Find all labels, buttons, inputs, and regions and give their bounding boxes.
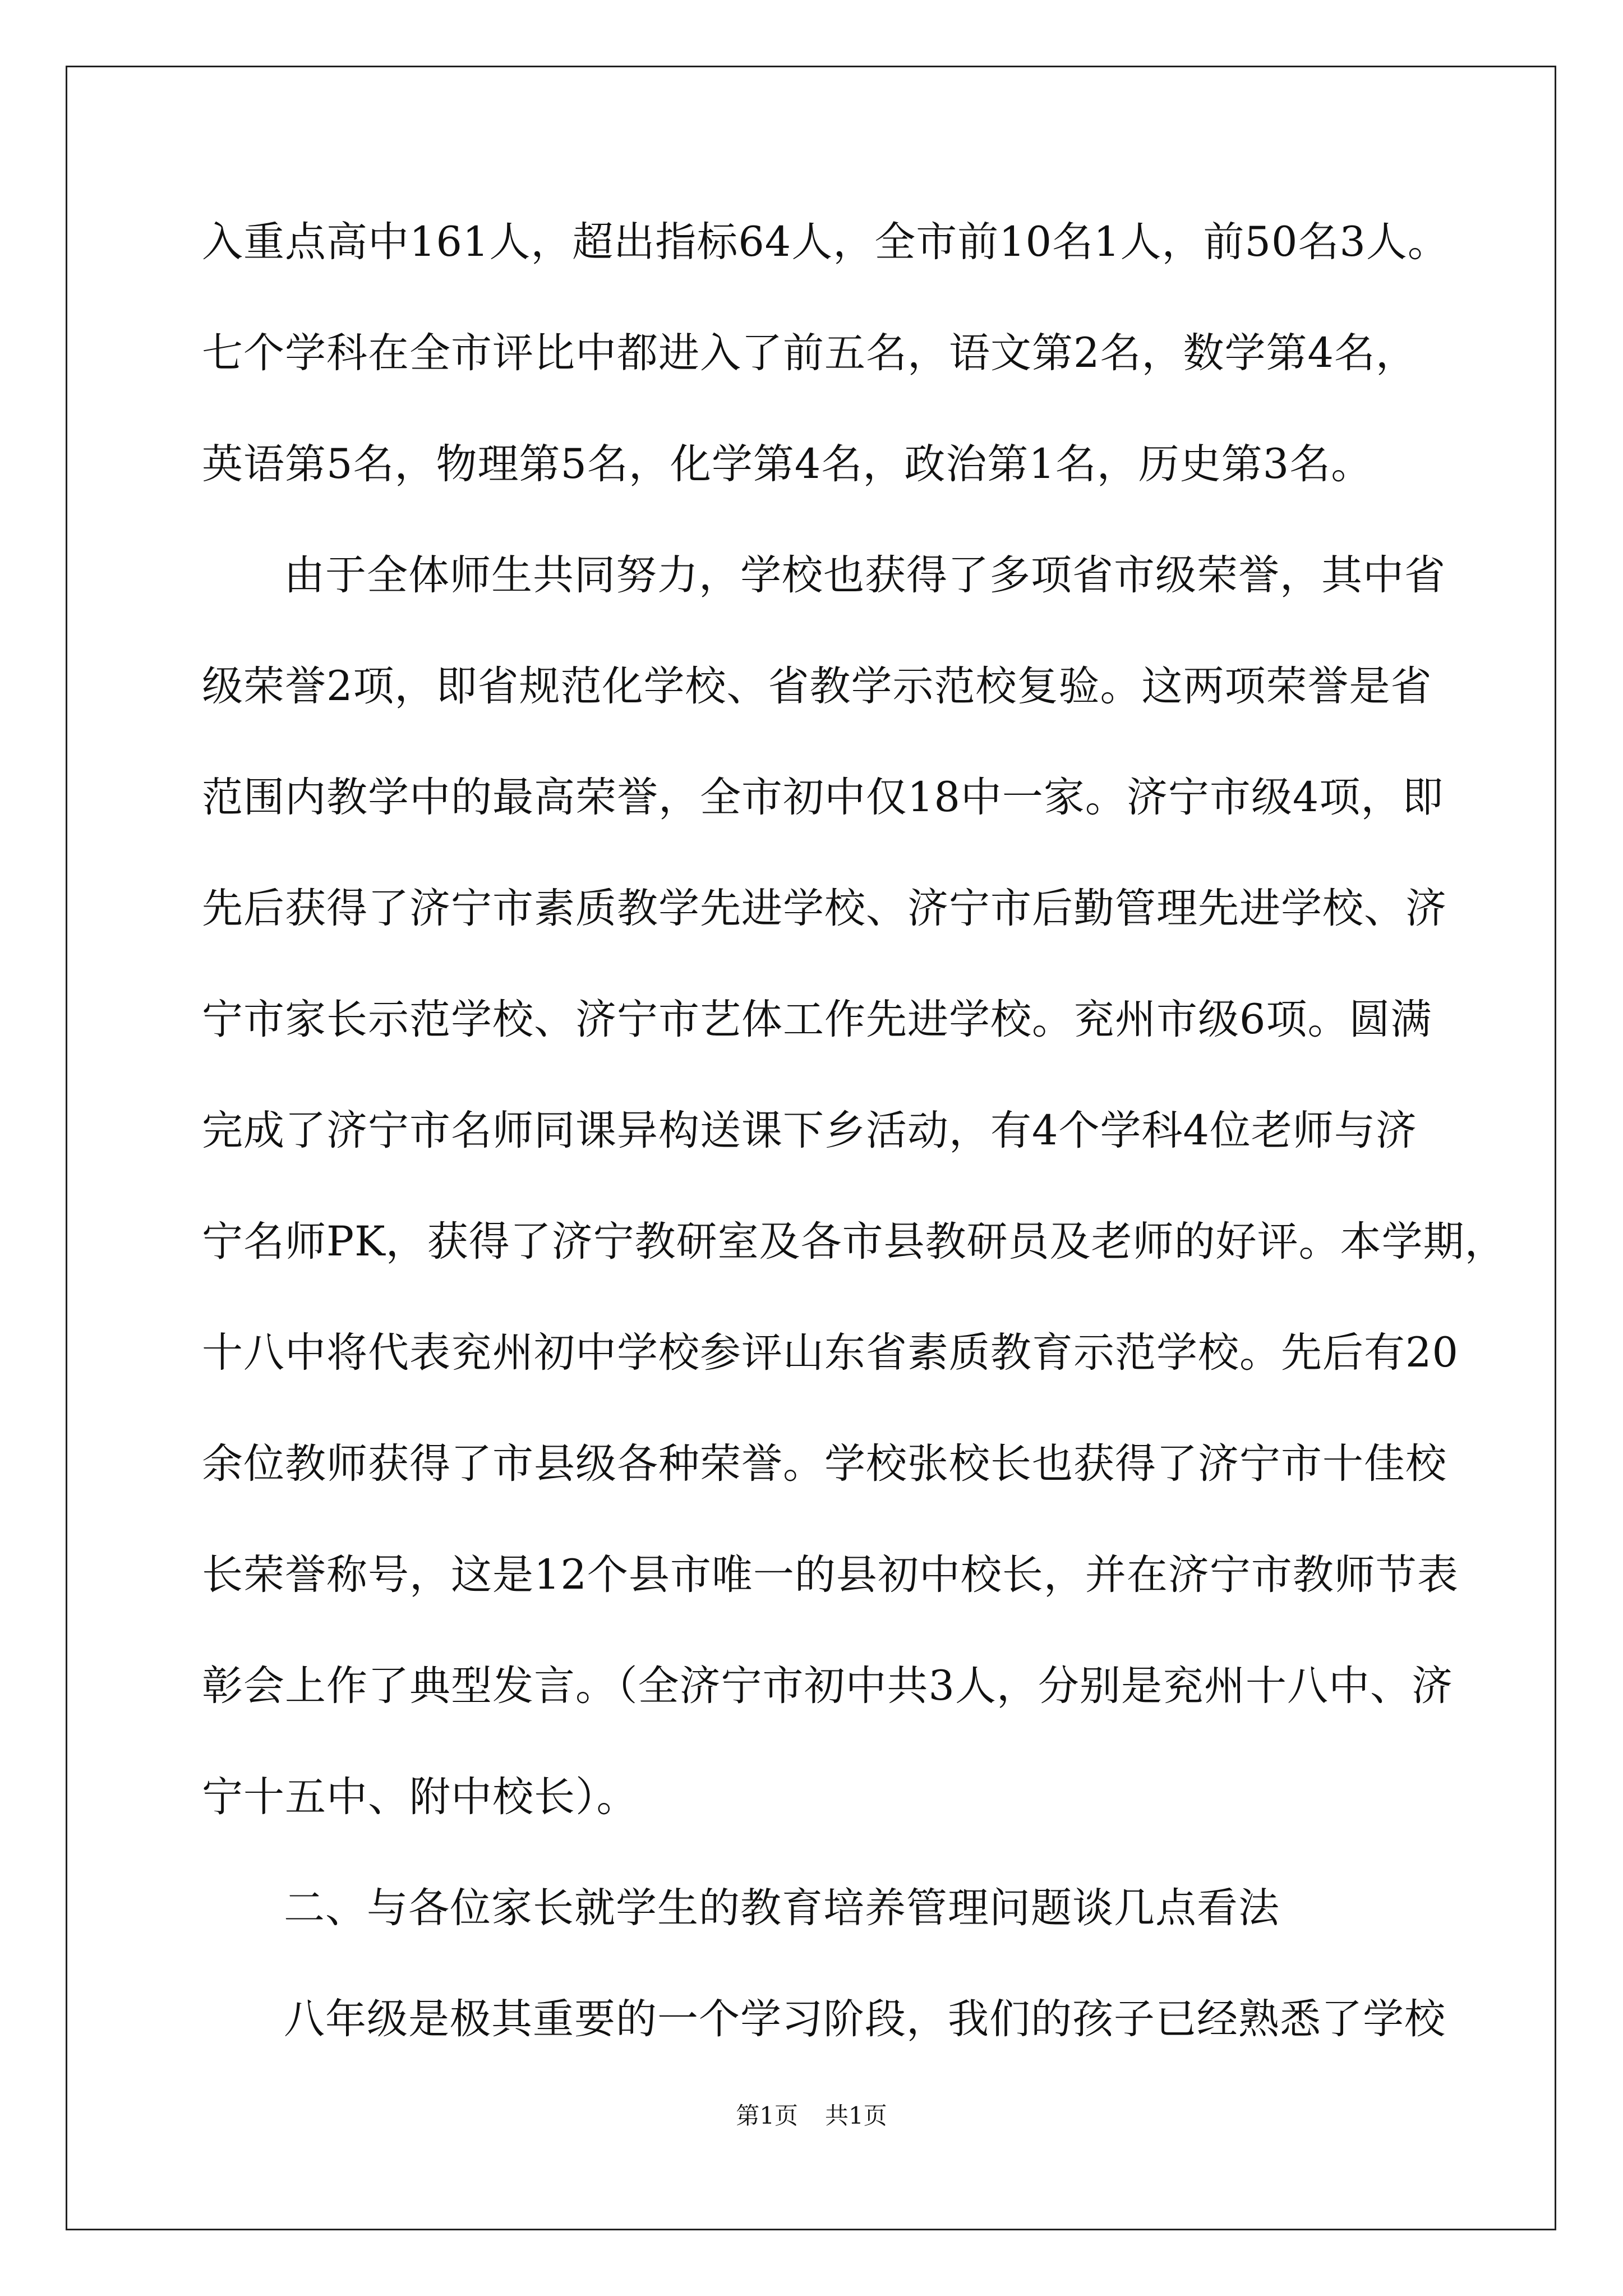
page-footer xyxy=(0,2099,1623,2133)
section-heading: 二、与各位家长就学生的教育培养管理问题谈几点看法 xyxy=(284,1884,1280,1932)
text-line: 宁名师PK，获得了济宁教研室及各市县教研员及老师的好评。本学期， xyxy=(202,1218,1506,1266)
text-line: 完成了济宁市名师同课异构送课下乡活动，有4个学科4位老师与济 xyxy=(202,1107,1417,1154)
text-line: 入重点高中161人，超出指标64人，全市前10名1人，前50名3人。 xyxy=(202,218,1449,266)
text-line: 范围内教学中的最高荣誉，全市初中仅18中一家。济宁市级4项，即 xyxy=(202,774,1444,821)
text-line: 先后获得了济宁市素质教学先进学校、济宁市后勤管理先进学校、济 xyxy=(202,885,1447,932)
page-number: 第1页 xyxy=(736,2102,798,2129)
paragraph-start-line: 八年级是极其重要的一个学习阶段，我们的孩子已经熟悉了学校 xyxy=(284,1995,1446,2043)
page-total: 共1页 xyxy=(825,2102,887,2129)
text-line: 长荣誉称号，这是12个县市唯一的县初中校长，并在济宁市教师节表 xyxy=(202,1551,1459,1599)
text-line: 十八中将代表兖州初中学校参评山东省素质教育示范学校。先后有20 xyxy=(202,1329,1459,1377)
text-line: 级荣誉2项，即省规范化学校、省教学示范校复验。这两项荣誉是省 xyxy=(202,662,1432,710)
text-line: 余位教师获得了市县级各种荣誉。学校张校长也获得了济宁市十佳校 xyxy=(202,1440,1447,1488)
text-line: 宁市家长示范学校、济宁市艺体工作先进学校。兖州市级6项。圆满 xyxy=(202,996,1432,1043)
text-line: 英语第5名，物理第5名，化学第4名，政治第1名，历史第3名。 xyxy=(202,440,1373,488)
text-line: 七个学科在全市评比中都进入了前五名，语文第2名，数学第4名， xyxy=(202,329,1417,377)
text-line: 彰会上作了典型发言。（全济宁市初中共3人，分别是兖州十八中、济 xyxy=(202,1662,1453,1710)
paragraph-start-line: 由于全体师生共同努力，学校也获得了多项省市级荣誉，其中省 xyxy=(284,551,1446,599)
text-line: 宁十五中、附中校长）。 xyxy=(202,1773,638,1821)
